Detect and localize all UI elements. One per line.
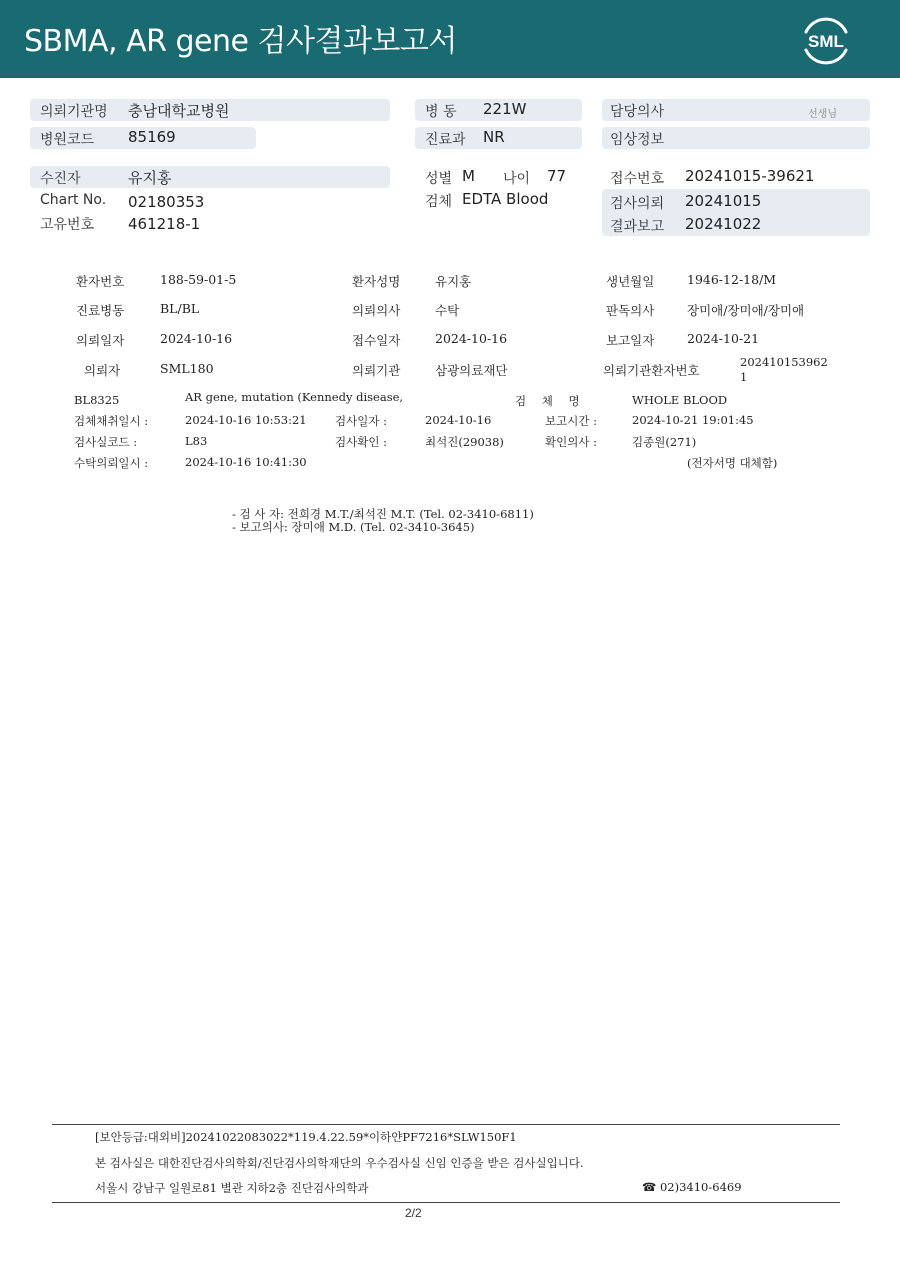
detail-req-date-label: 의뢰일자	[76, 333, 125, 348]
test-specimen-value: WHOLE BLOOD	[632, 393, 728, 407]
detail-req-inst-patient-no-label: 의뢰기관환자번호	[603, 363, 700, 378]
lab-code-label: 검사실코드 :	[74, 435, 138, 449]
result-report-value: 20241022	[685, 215, 762, 233]
tester-line: - 검 사 자: 전희경 M.T./최석진 M.T. (Tel. 02-3410-6811)	[232, 507, 534, 521]
detail-patient-no-label: 환자번호	[76, 274, 125, 289]
confirm-value: 최석진(29038)	[425, 435, 504, 449]
department-value: NR	[483, 128, 505, 146]
detail-req-institution-label: 의뢰기관	[352, 363, 401, 378]
doctor-suffix: 선생님	[808, 109, 837, 120]
sex-label: 성별	[425, 171, 453, 187]
test-date-label: 검사일자 :	[335, 414, 387, 428]
report-time-value: 2024-10-21 19:01:45	[632, 413, 754, 427]
receipt-no-label: 접수번호	[610, 171, 665, 187]
detail-req-inst-patient-no-value-1: 202410153962	[740, 355, 828, 369]
security-line: [보안등급:대외비]20241022083022*119.4.22.59*이하얀PF7216*SLW150F1	[95, 1130, 517, 1144]
specimen-value: EDTA Blood	[462, 190, 549, 208]
patient-value: 유지홍	[128, 169, 172, 187]
detail-birth-value: 1946-12-18/M	[687, 272, 777, 287]
specimen-label: 검체	[425, 194, 453, 210]
ward-value: 221W	[483, 100, 527, 118]
receipt-no-value: 20241015-39621	[685, 167, 815, 185]
confirm-doctor-label: 확인의사 :	[545, 435, 597, 449]
detail-receipt-date-value: 2024-10-16	[435, 331, 508, 346]
page-number: 2/2	[405, 1206, 422, 1220]
patient-field	[30, 166, 390, 188]
collect-label: 검체채취일시 :	[74, 414, 149, 428]
report-title: SBMA, AR gene 검사결과보고서	[24, 24, 457, 59]
confirm-doctor-value: 김종원(271)	[632, 435, 697, 449]
svg-text:SML: SML	[808, 32, 844, 51]
hospital-code-value: 85169	[128, 128, 176, 146]
phone-line: ☎ 02)3410-6469	[642, 1180, 742, 1194]
detail-birth-label: 생년월일	[606, 274, 655, 289]
confirm-label: 검사확인 :	[335, 435, 387, 449]
patient-label: 수진자	[40, 171, 81, 187]
footer-bottom-divider	[52, 1202, 840, 1203]
reporter-line: - 보고의사: 장미애 M.D. (Tel. 02-3410-3645)	[232, 520, 475, 534]
receipt-time-label: 수탁의뢰일시 :	[74, 456, 149, 470]
address-line: 서울시 강남구 일원로81 별관 지하2층 진단검사의학과	[95, 1181, 369, 1195]
age-value: 77	[547, 167, 567, 185]
report-time-label: 보고시간 :	[545, 414, 597, 428]
detail-req-inst-patient-no-value-2: 1	[740, 370, 748, 384]
receipt-time-value: 2024-10-16 10:41:30	[185, 455, 307, 469]
detail-report-date-value: 2024-10-21	[687, 331, 760, 346]
certification-line: 본 검사실은 대한진단검사의학회/진단검사의학재단의 우수검사실 신임 인증을 받은 검사실입니다.	[95, 1156, 584, 1170]
unique-no-label: 고유번호	[40, 217, 95, 233]
age-label: 나이	[503, 171, 531, 187]
detail-ward-label: 진료병동	[76, 303, 125, 318]
lab-code-value: L83	[185, 434, 208, 448]
test-code: BL8325	[74, 393, 120, 407]
institution-value: 충남대학교병원	[128, 102, 230, 120]
detail-receipt-date-label: 접수일자	[352, 333, 401, 348]
detail-req-date-value: 2024-10-16	[160, 331, 233, 346]
detail-read-doctor-label: 판독의사	[606, 303, 655, 318]
report-header	[0, 0, 900, 78]
esign-note: (전자서명 대체함)	[687, 456, 778, 470]
detail-requester-label: 의뢰자	[84, 363, 121, 378]
detail-req-doctor-label: 의뢰의사	[352, 303, 401, 318]
detail-read-doctor-value: 장미애/장미애/장미애	[687, 303, 805, 318]
test-specimen-label: 검 체 명	[515, 394, 586, 408]
detail-report-date-label: 보고일자	[606, 333, 655, 348]
detail-requester-value: SML180	[160, 361, 214, 376]
collect-value: 2024-10-16 10:53:21	[185, 413, 307, 427]
sex-value: M	[462, 167, 475, 185]
detail-ward-value: BL/BL	[160, 301, 200, 316]
doctor-label: 담당의사	[610, 104, 665, 120]
detail-patient-no-value: 188-59-01-5	[160, 272, 237, 287]
footer-top-divider	[52, 1124, 840, 1125]
test-date-value: 2024-10-16	[425, 413, 492, 427]
department-label: 진료과	[425, 132, 466, 148]
chart-no-value: 02180353	[128, 193, 205, 211]
clinical-info-label: 임상정보	[610, 132, 665, 148]
test-request-value: 20241015	[685, 192, 762, 210]
unique-no-value: 461218-1	[128, 215, 201, 233]
detail-patient-name-label: 환자성명	[352, 274, 401, 289]
chart-no-label: Chart No.	[40, 192, 107, 208]
detail-req-institution-value: 삼광의료재단	[435, 363, 508, 378]
test-name: AR gene, mutation (Kennedy disease,	[185, 390, 404, 404]
ward-label: 병 동	[425, 104, 457, 120]
result-report-label: 결과보고	[610, 219, 665, 235]
detail-req-doctor-value: 수탁	[435, 303, 460, 318]
test-request-label: 검사의뢰	[610, 196, 665, 212]
hospital-code-label: 병원코드	[40, 132, 95, 148]
sml-logo-icon	[798, 12, 854, 68]
detail-patient-name-value: 유지홍	[435, 274, 472, 289]
institution-label: 의뢰기관명	[40, 104, 108, 120]
